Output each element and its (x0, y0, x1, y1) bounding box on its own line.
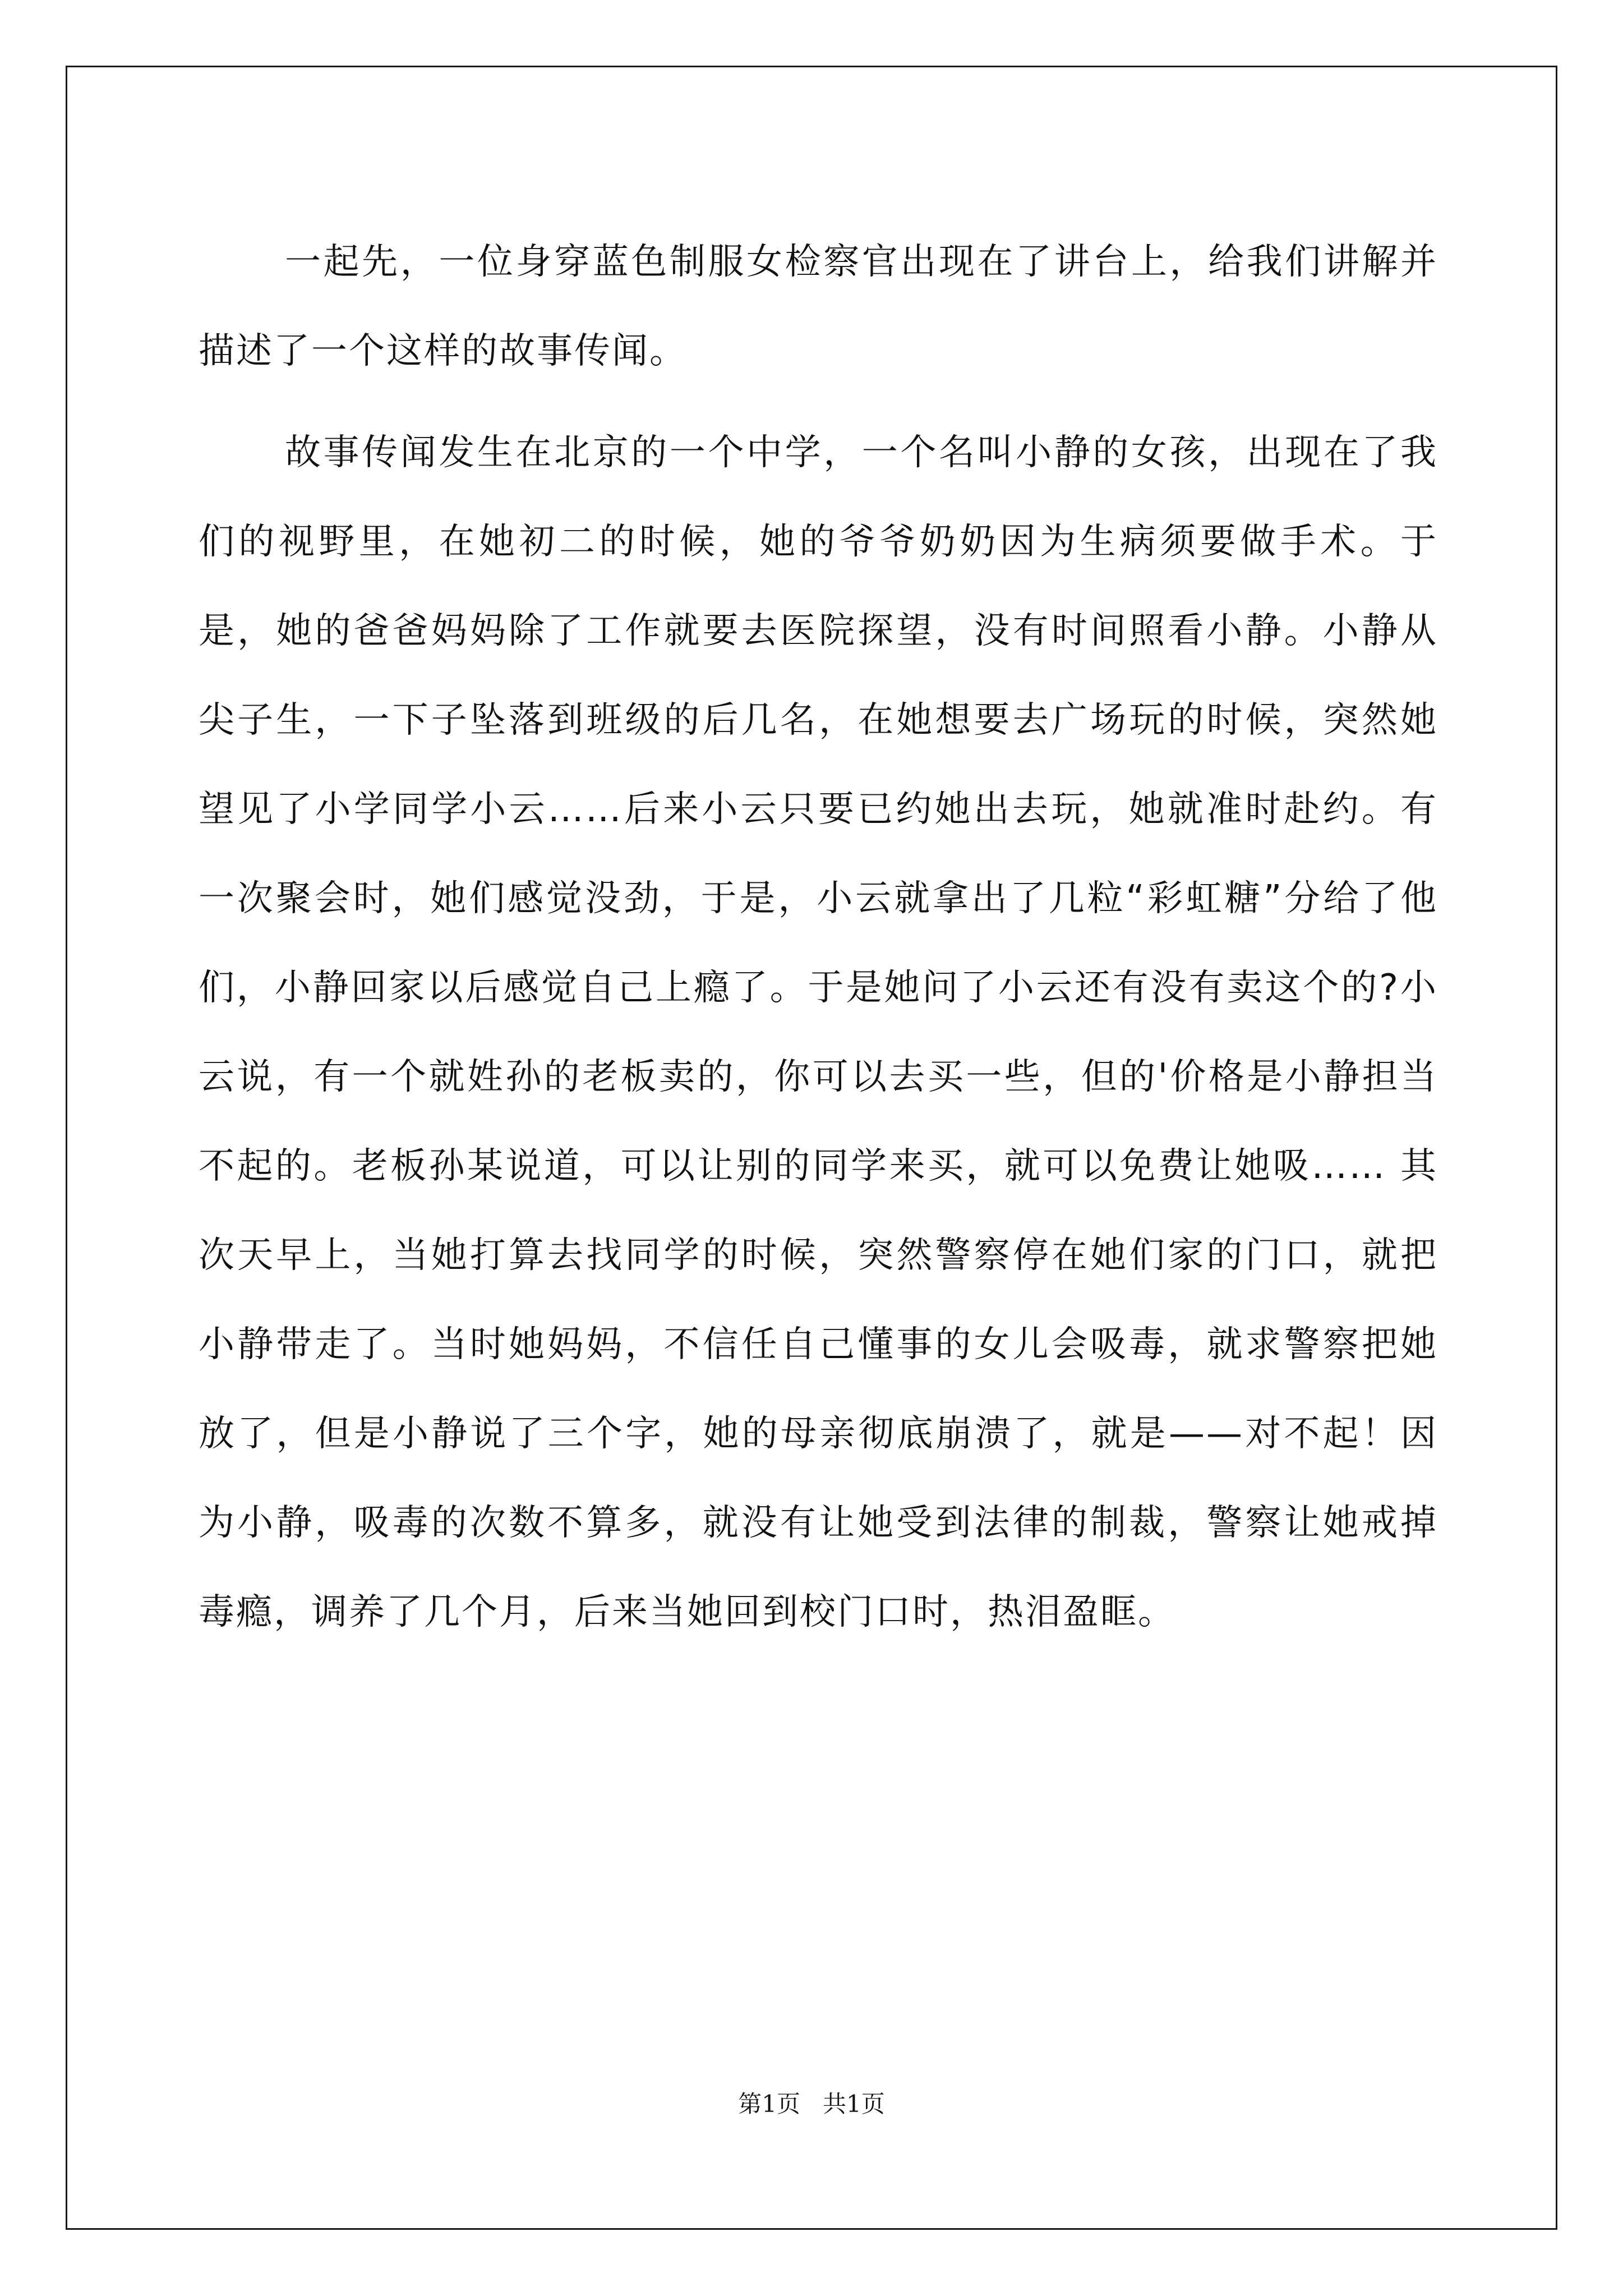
paragraph: 故事传闻发生在北京的一个中学，一个名叫小静的女孩，出现在了我们的视野里，在她初二的时候，她的爷爷奶奶因为生病须要做手术。于是，她的爸爸妈妈除了工作就要去医院探望，没有时间照看小静。小静从尖子生，一下子坠落到班级的后几名，在她想要去广场玩的时候，突然她望见了小学同学小云……后来小云只要已约她出去玩，她就准时赴约。有一次聚会时，她们感觉没劲，于是，小云就拿出了几粒“彩虹糖”分给了他们，小静回家以后感觉自己上瘾了。于是她问了小云还有没有卖这个的?小云说，有一个就姓孙的老板卖的，你可以去买一些，但的'价格是小静担当不起的。老板孙某说道，可以让别的同学来买，就可以免费让她吸…… 其次天早上，当她打算去找同学的时候，突然警察停在她们家的门口，就把小静带走了。当时她妈妈，不信任自己懂事的女儿会吸毒，就求警察把她放了，但是小静说了三个字，她的母亲彻底崩溃了，就是——对不起！因为小静，吸毒的次数不算多，就没有让她受到法律的制裁，警察让她戒掉毒瘾，调养了几个月，后来当她回到校门口时，热泪盈眶。 (199, 432, 1438, 1633)
document-body (199, 218, 1438, 1657)
page-footer: 第1页 共1页 (738, 2090, 885, 2118)
paragraph: 一起先，一位身穿蓝色制服女检察官出现在了讲台上，给我们讲解并描述了一个这样的故事传闻。 (199, 241, 1438, 372)
